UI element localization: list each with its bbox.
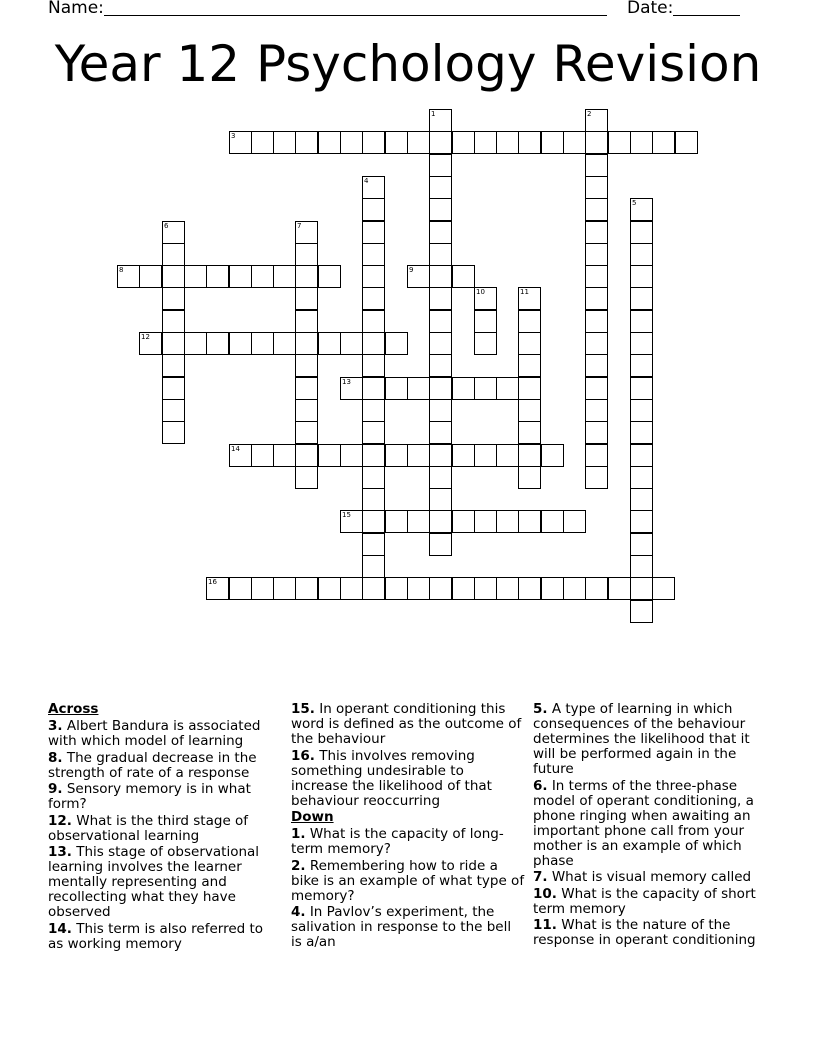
grid-cell[interactable] (429, 332, 452, 355)
grid-cell[interactable] (474, 310, 497, 333)
grid-cell[interactable] (385, 377, 408, 400)
grid-cell[interactable] (273, 332, 296, 355)
clue-down-2: 2. Remembering how to ride a bike is an example of what type of memory? (291, 857, 525, 904)
grid-cell[interactable] (362, 131, 385, 154)
grid-cell[interactable] (229, 265, 252, 288)
grid-cell[interactable] (429, 466, 452, 489)
grid-cell[interactable] (340, 444, 363, 467)
grid-cell[interactable] (295, 399, 318, 422)
grid-cell[interactable] (541, 510, 564, 533)
grid-cell[interactable] (585, 287, 608, 310)
clue-across-13: 13. This stage of observational learning involves the learner mentally representing and recollecting what they have observed (48, 844, 260, 920)
grid-cell[interactable] (541, 577, 564, 600)
down-heading: Down (291, 809, 334, 825)
grid-cell[interactable] (385, 332, 408, 355)
grid-cell[interactable] (362, 555, 385, 578)
grid-cell[interactable] (452, 577, 475, 600)
grid-cell[interactable] (206, 577, 229, 600)
grid-cell[interactable] (407, 510, 430, 533)
grid-cell[interactable] (206, 265, 229, 288)
grid-cell[interactable] (563, 131, 586, 154)
grid-cell[interactable] (496, 510, 519, 533)
clue-across-14: 14. This term is also referred to as working memory (48, 920, 264, 952)
grid-cell[interactable] (340, 577, 363, 600)
grid-cell[interactable] (362, 287, 385, 310)
grid-cell[interactable] (162, 243, 185, 266)
clue-down-10: 10. What is the capacity of short term memory (533, 885, 756, 917)
grid-cell[interactable] (474, 510, 497, 533)
grid-cell[interactable] (162, 221, 185, 244)
grid-cell[interactable] (340, 510, 363, 533)
clue-number: 1 (431, 110, 436, 118)
grid-cell[interactable] (452, 444, 475, 467)
grid-cell[interactable] (340, 332, 363, 355)
grid-cell[interactable] (585, 131, 608, 154)
grid-cell[interactable] (429, 488, 452, 511)
name-label: Name: (48, 0, 104, 18)
grid-cell[interactable] (585, 466, 608, 489)
grid-cell[interactable] (630, 533, 653, 556)
clue-number: 2 (587, 110, 592, 118)
clue-across-8: 8. The gradual decrease in the strength of rate of a response (48, 749, 257, 781)
grid-cell[interactable] (362, 399, 385, 422)
grid-cell[interactable] (585, 354, 608, 377)
clue-number: 10 (476, 288, 485, 296)
grid-cell[interactable] (518, 399, 541, 422)
clue-number: 9 (409, 266, 414, 274)
grid-cell[interactable] (273, 131, 296, 154)
grid-cell[interactable] (518, 444, 541, 467)
grid-cell[interactable] (251, 131, 274, 154)
clue-across-12: 12. What is the third stage of observational learning (48, 812, 249, 844)
grid-cell[interactable] (273, 265, 296, 288)
clue-number: 14 (231, 445, 240, 453)
grid-cell[interactable] (429, 243, 452, 266)
grid-cell[interactable] (563, 577, 586, 600)
grid-cell[interactable] (295, 287, 318, 310)
grid-cell[interactable] (407, 377, 430, 400)
grid-cell[interactable] (474, 377, 497, 400)
grid-cell[interactable] (295, 466, 318, 489)
grid-cell[interactable] (362, 533, 385, 556)
grid-cell[interactable] (429, 310, 452, 333)
clue-down-6: 6. In terms of the three-phase model of operant conditioning, a phone ringing when awaiting an important phone call from your mother is an example of which phase (533, 777, 754, 869)
grid-cell[interactable] (139, 332, 162, 355)
grid-cell[interactable] (407, 265, 430, 288)
grid-cell[interactable] (295, 421, 318, 444)
grid-cell[interactable] (162, 399, 185, 422)
across-heading: Across (48, 701, 99, 717)
grid-cell[interactable] (630, 466, 653, 489)
grid-cell[interactable] (117, 265, 140, 288)
grid-cell[interactable] (563, 510, 586, 533)
clue-down-5: 5. A type of learning in which consequences of the behaviour determines the likelihood that it will be performed again in the future (533, 701, 750, 777)
clue-number: 3 (231, 132, 236, 140)
grid-cell[interactable] (675, 131, 698, 154)
grid-cell[interactable] (273, 444, 296, 467)
grid-cell[interactable] (630, 399, 653, 422)
grid-cell[interactable] (429, 287, 452, 310)
grid-cell[interactable] (295, 310, 318, 333)
grid-cell[interactable] (474, 577, 497, 600)
clue-number: 7 (297, 222, 302, 230)
clue-number: 15 (342, 511, 351, 519)
grid-cell[interactable] (362, 354, 385, 377)
grid-cell[interactable] (585, 332, 608, 355)
clue-down-7: 7. What is visual memory called (533, 869, 752, 885)
grid-cell[interactable] (206, 332, 229, 355)
grid-cell[interactable] (518, 354, 541, 377)
grid-cell[interactable] (474, 131, 497, 154)
grid-cell[interactable] (429, 109, 452, 132)
grid-cell[interactable] (585, 265, 608, 288)
grid-cell[interactable] (362, 421, 385, 444)
grid-cell[interactable] (429, 154, 452, 177)
grid-cell[interactable] (474, 287, 497, 310)
grid-cell[interactable] (630, 488, 653, 511)
clue-number: 11 (520, 288, 529, 296)
grid-cell[interactable] (429, 377, 452, 400)
grid-cell[interactable] (295, 354, 318, 377)
grid-cell[interactable] (251, 577, 274, 600)
grid-cell[interactable] (518, 466, 541, 489)
grid-cell[interactable] (318, 131, 341, 154)
grid-cell[interactable] (452, 265, 475, 288)
grid-cell[interactable] (362, 243, 385, 266)
grid-cell[interactable] (630, 265, 653, 288)
grid-cell[interactable] (630, 332, 653, 355)
grid-cell[interactable] (429, 421, 452, 444)
grid-cell[interactable] (295, 131, 318, 154)
grid-cell[interactable] (184, 332, 207, 355)
grid-cell[interactable] (608, 131, 631, 154)
grid-cell[interactable] (362, 176, 385, 199)
grid-cell[interactable] (518, 510, 541, 533)
grid-cell[interactable] (585, 176, 608, 199)
grid-cell[interactable] (429, 577, 452, 600)
grid-cell[interactable] (385, 577, 408, 600)
grid-cell[interactable] (452, 131, 475, 154)
grid-cell[interactable] (452, 510, 475, 533)
date-label: Date: (627, 0, 674, 18)
grid-cell[interactable] (630, 555, 653, 578)
grid-cell[interactable] (496, 131, 519, 154)
grid-cell[interactable] (229, 131, 252, 154)
grid-cell[interactable] (518, 577, 541, 600)
grid-cell[interactable] (162, 354, 185, 377)
grid-cell[interactable] (518, 332, 541, 355)
clue-column-2 (291, 702, 525, 952)
grid-cell[interactable] (362, 510, 385, 533)
grid-cell[interactable] (429, 510, 452, 533)
grid-cell[interactable] (585, 243, 608, 266)
clue-down-11: 11. What is the nature of the response in operant conditioning (533, 917, 756, 948)
clue-down-1: 1. What is the capacity of long-term memory? (291, 826, 504, 857)
clue-across-15: 15. In operant conditioning this word is defined as the outcome of the behaviour (291, 701, 522, 747)
grid-cell[interactable] (429, 354, 452, 377)
grid-cell[interactable] (295, 243, 318, 266)
grid-cell[interactable] (295, 377, 318, 400)
grid-cell[interactable] (318, 265, 341, 288)
clue-across-9: 9. Sensory memory is in what form? (48, 781, 251, 812)
grid-cell[interactable] (362, 198, 385, 221)
grid-cell[interactable] (652, 577, 675, 600)
grid-cell[interactable] (630, 600, 653, 623)
grid-cell[interactable] (630, 354, 653, 377)
clue-across-16: 16. This involves removing something undesirable to increase the likelihood of that behaviour reoccurring (291, 747, 492, 809)
grid-cell[interactable] (385, 131, 408, 154)
grid-cell[interactable] (518, 377, 541, 400)
grid-cell[interactable] (496, 444, 519, 467)
grid-cell[interactable] (139, 265, 162, 288)
grid-cell[interactable] (585, 444, 608, 467)
grid-cell[interactable] (496, 577, 519, 600)
grid-cell[interactable] (340, 131, 363, 154)
clue-down-4: 4. In Pavlov’s experiment, the salivation in response to the bell is a/an (291, 904, 512, 950)
grid-cell[interactable] (630, 421, 653, 444)
grid-cell[interactable] (429, 399, 452, 422)
grid-cell[interactable] (362, 332, 385, 355)
grid-cell[interactable] (630, 287, 653, 310)
clue-number: 13 (342, 378, 351, 386)
grid-cell[interactable] (318, 444, 341, 467)
grid-cell[interactable] (362, 488, 385, 511)
grid-cell[interactable] (340, 377, 363, 400)
clue-number: 6 (164, 222, 169, 230)
clue-number: 4 (364, 177, 369, 185)
grid-cell[interactable] (362, 466, 385, 489)
grid-cell[interactable] (585, 154, 608, 177)
grid-cell[interactable] (585, 109, 608, 132)
grid-cell[interactable] (429, 221, 452, 244)
grid-cell[interactable] (630, 243, 653, 266)
grid-cell[interactable] (518, 287, 541, 310)
grid-cell[interactable] (630, 131, 653, 154)
clue-column-1 (48, 702, 274, 953)
grid-cell[interactable] (630, 577, 653, 600)
clue-across-3: 3. Albert Bandura is associated with which model of learning (48, 718, 261, 749)
page-title: Year 12 Psychology Revision (54, 35, 762, 93)
grid-cell[interactable] (429, 444, 452, 467)
grid-cell[interactable] (229, 332, 252, 355)
grid-cell[interactable] (162, 377, 185, 400)
grid-cell[interactable] (429, 176, 452, 199)
grid-cell[interactable] (585, 377, 608, 400)
grid-cell[interactable] (429, 198, 452, 221)
grid-cell[interactable] (585, 198, 608, 221)
grid-cell[interactable] (585, 221, 608, 244)
grid-cell[interactable] (630, 221, 653, 244)
grid-cell[interactable] (295, 221, 318, 244)
grid-cell[interactable] (518, 310, 541, 333)
grid-cell[interactable] (630, 198, 653, 221)
grid-cell[interactable] (429, 265, 452, 288)
grid-cell[interactable] (630, 510, 653, 533)
grid-cell[interactable] (362, 310, 385, 333)
grid-cell[interactable] (585, 421, 608, 444)
grid-cell[interactable] (162, 421, 185, 444)
grid-cell[interactable] (474, 444, 497, 467)
grid-cell[interactable] (407, 577, 430, 600)
grid-cell[interactable] (362, 221, 385, 244)
grid-cell[interactable] (295, 265, 318, 288)
clue-number: 12 (141, 333, 150, 341)
grid-cell[interactable] (295, 444, 318, 467)
clue-column-3 (533, 702, 765, 950)
grid-cell[interactable] (362, 444, 385, 467)
clue-number: 16 (208, 578, 217, 586)
grid-cell[interactable] (318, 332, 341, 355)
grid-cell[interactable] (452, 377, 475, 400)
clue-number: 8 (119, 266, 124, 274)
grid-cell[interactable] (162, 332, 185, 355)
grid-cell[interactable] (652, 131, 675, 154)
grid-cell[interactable] (162, 310, 185, 333)
grid-cell[interactable] (251, 265, 274, 288)
grid-cell[interactable] (162, 265, 185, 288)
grid-cell[interactable] (273, 577, 296, 600)
grid-cell[interactable] (630, 310, 653, 333)
grid-cell[interactable] (429, 131, 452, 154)
grid-cell[interactable] (385, 510, 408, 533)
grid-cell[interactable] (518, 131, 541, 154)
grid-cell[interactable] (295, 332, 318, 355)
grid-cell[interactable] (630, 377, 653, 400)
grid-cell[interactable] (541, 131, 564, 154)
grid-cell[interactable] (162, 287, 185, 310)
grid-cell[interactable] (229, 444, 252, 467)
grid-cell[interactable] (385, 444, 408, 467)
grid-cell[interactable] (541, 444, 564, 467)
grid-cell[interactable] (608, 577, 631, 600)
grid-cell[interactable] (229, 577, 252, 600)
grid-cell[interactable] (407, 444, 430, 467)
clue-number: 5 (632, 199, 637, 207)
grid-cell[interactable] (496, 377, 519, 400)
grid-cell[interactable] (585, 577, 608, 600)
grid-cell[interactable] (585, 310, 608, 333)
grid-cell[interactable] (362, 377, 385, 400)
grid-cell[interactable] (295, 577, 318, 600)
grid-cell[interactable] (518, 421, 541, 444)
grid-cell[interactable] (251, 332, 274, 355)
grid-cell[interactable] (474, 332, 497, 355)
grid-cell[interactable] (407, 131, 430, 154)
grid-cell[interactable] (630, 444, 653, 467)
grid-cell[interactable] (184, 265, 207, 288)
grid-cell[interactable] (251, 444, 274, 467)
grid-cell[interactable] (362, 577, 385, 600)
grid-cell[interactable] (362, 265, 385, 288)
grid-cell[interactable] (318, 577, 341, 600)
grid-cell[interactable] (585, 399, 608, 422)
grid-cell[interactable] (429, 533, 452, 556)
